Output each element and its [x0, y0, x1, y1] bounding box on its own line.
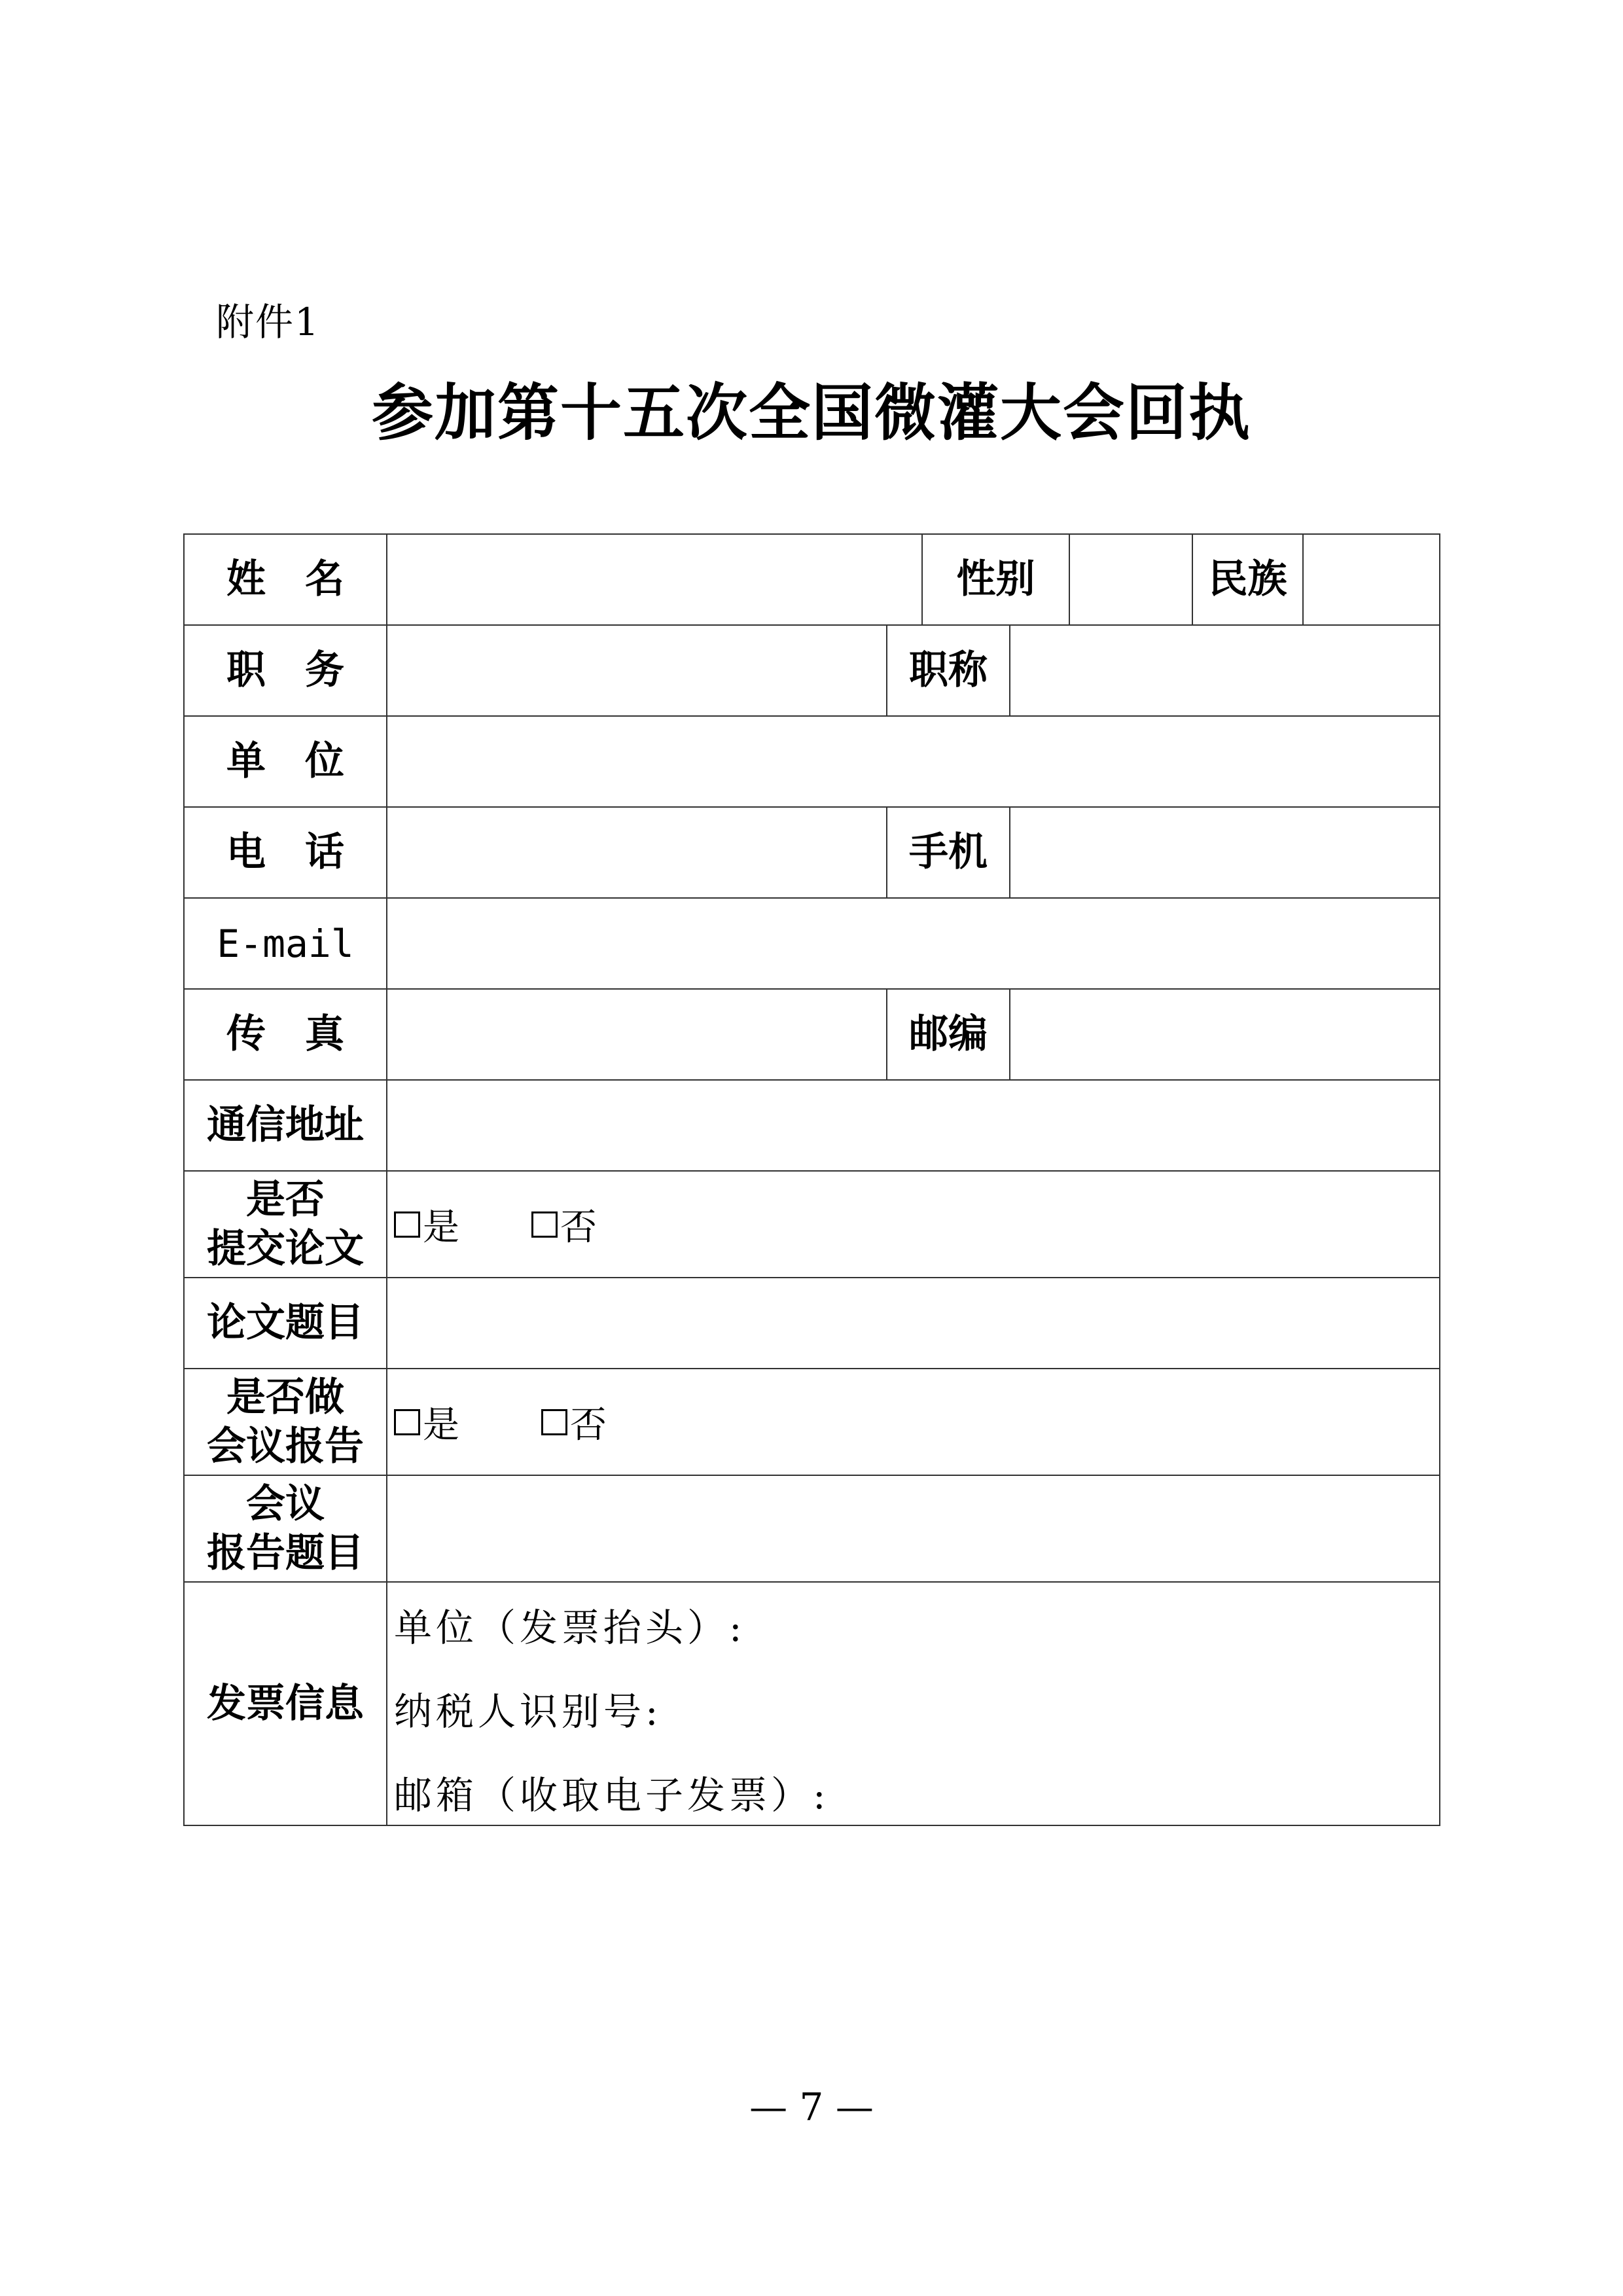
invoice-email-line: 邮箱（收取电子发票）: — [394, 1773, 830, 1818]
postcode-label: 邮编 — [886, 988, 1010, 1081]
invoice-tax-id-line: 纳税人识别号: — [394, 1689, 662, 1734]
phone-field[interactable] — [386, 806, 887, 899]
no-label: 否 — [560, 1206, 597, 1249]
address-field[interactable] — [386, 1079, 1440, 1172]
checkbox-icon[interactable] — [394, 1211, 420, 1238]
email-input[interactable] — [387, 899, 1439, 988]
ethnicity-label: 民族 — [1192, 533, 1304, 626]
position-field[interactable] — [386, 624, 887, 717]
submit-paper-yes-option[interactable] — [394, 1198, 459, 1251]
postcode-input[interactable] — [1010, 990, 1439, 1079]
mobile-label: 手机 — [886, 806, 1010, 899]
ethnicity-field[interactable] — [1302, 533, 1440, 626]
name-input[interactable] — [387, 535, 921, 624]
gender-input[interactable] — [1070, 535, 1192, 624]
submit-paper-options — [386, 1170, 1440, 1278]
fax-input[interactable] — [387, 990, 886, 1079]
mobile-field[interactable] — [1009, 806, 1440, 899]
checkbox-icon[interactable] — [541, 1409, 567, 1435]
mobile-input[interactable] — [1010, 808, 1439, 897]
postcode-field[interactable] — [1009, 988, 1440, 1081]
submit-paper-no-option[interactable] — [531, 1198, 597, 1251]
yes-label: 是 — [423, 1206, 459, 1249]
job-title-field[interactable] — [1009, 624, 1440, 717]
position-label: 职务 — [183, 624, 387, 717]
no-label: 否 — [570, 1403, 607, 1446]
name-field[interactable] — [386, 533, 923, 626]
gender-label: 性别 — [921, 533, 1070, 626]
give-report-no-option[interactable] — [541, 1396, 607, 1448]
position-input[interactable] — [387, 626, 886, 715]
paper-title-label: 论文题目 — [183, 1277, 387, 1369]
attachment-label: 附件1 — [216, 300, 320, 344]
email-label: E-mail — [183, 897, 387, 990]
checkbox-icon[interactable] — [394, 1409, 420, 1435]
address-input[interactable] — [387, 1081, 1439, 1170]
organization-field[interactable] — [386, 715, 1440, 808]
page-number: — 7 — — [749, 2085, 874, 2129]
report-title-field[interactable] — [386, 1475, 1440, 1583]
job-title-label: 职称 — [886, 624, 1010, 717]
paper-title-field[interactable] — [386, 1277, 1440, 1369]
invoice-label: 发票信息 — [183, 1581, 387, 1826]
checkbox-icon[interactable] — [531, 1211, 558, 1238]
job-title-input[interactable] — [1010, 626, 1439, 715]
give-report-options — [386, 1368, 1440, 1476]
name-label: 姓名 — [183, 533, 387, 626]
give-report-label: 是否做 会议报告 — [183, 1368, 387, 1476]
report-title-input[interactable] — [387, 1476, 1439, 1581]
gender-field[interactable] — [1069, 533, 1193, 626]
give-report-yes-option[interactable] — [394, 1396, 459, 1448]
phone-input[interactable] — [387, 808, 886, 897]
invoice-field[interactable] — [386, 1581, 1440, 1826]
fax-field[interactable] — [386, 988, 887, 1081]
paper-title-input[interactable] — [387, 1278, 1439, 1368]
email-field[interactable] — [386, 897, 1440, 990]
yes-label: 是 — [423, 1403, 459, 1446]
fax-label: 传真 — [183, 988, 387, 1081]
receipt-form — [183, 533, 1440, 1826]
ethnicity-input[interactable] — [1304, 535, 1439, 624]
organization-input[interactable] — [387, 717, 1439, 806]
invoice-org-line: 单位（发票抬头）: — [394, 1605, 746, 1650]
submit-paper-label: 是否 提交论文 — [183, 1170, 387, 1278]
page-title: 参加第十五次全国微灌大会回执 — [371, 378, 1251, 449]
phone-label: 电话 — [183, 806, 387, 899]
report-title-label: 会议 报告题目 — [183, 1475, 387, 1583]
organization-label: 单位 — [183, 715, 387, 808]
address-label: 通信地址 — [183, 1079, 387, 1172]
